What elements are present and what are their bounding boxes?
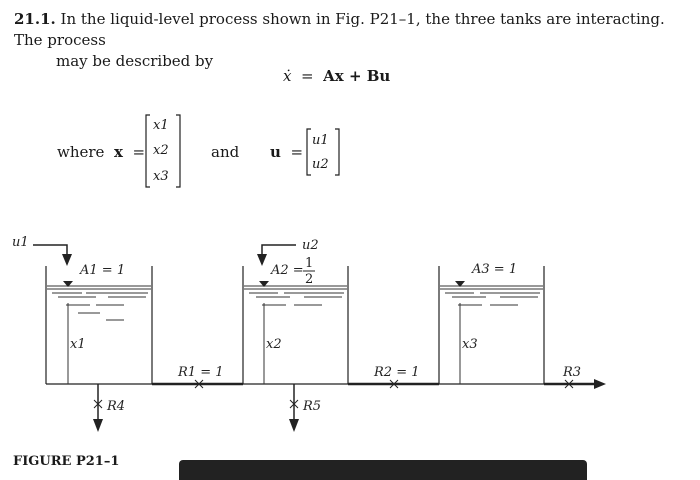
inflow-pipe-u1 [33, 245, 67, 256]
problem-number: 21.1. [14, 10, 56, 28]
and-label: and [211, 143, 240, 161]
inflow-pipe-u2 [262, 245, 296, 256]
label-a2-numerator: 1 [305, 256, 314, 271]
problem-text-line2: may be described by [56, 52, 214, 70]
u-vector-entry-2: u2 [312, 157, 329, 172]
equation-rhs: Ax + Bu [323, 67, 391, 85]
xdot-symbol: ẋ [283, 67, 292, 85]
inflow-arrow-u2 [257, 254, 267, 266]
tank-3-walls [439, 266, 544, 384]
label-u2: u2 [302, 238, 319, 253]
label-r5: R5 [303, 399, 322, 414]
problem-text-line1: In the liquid-level process shown in Fig. P21–1, the three tanks are interacting. The process [14, 10, 665, 49]
label-u1: u1 [12, 235, 29, 250]
tank-2-walls [243, 266, 348, 384]
label-r3: R3 [563, 365, 582, 380]
x-bracket-right [176, 115, 180, 187]
label-a1: A1 = 1 [80, 263, 126, 278]
x-vector-entry-2: x2 [153, 143, 169, 158]
label-r1: R1 = 1 [178, 365, 224, 380]
u-bracket-right [335, 129, 339, 175]
label-x1: x1 [70, 337, 86, 352]
u-vector-entry-1: u1 [312, 133, 329, 148]
outflow-arrow-r3 [594, 379, 606, 389]
u-equals: = [290, 143, 304, 161]
label-a2: A2 = [271, 263, 304, 278]
inflow-arrow-u1 [62, 254, 72, 266]
liquid-surface-3 [440, 286, 543, 384]
x-vector-entry-1: x1 [153, 118, 169, 133]
liquid-surface-1 [47, 286, 151, 384]
figure-caption: FIGURE P21–1 [13, 454, 120, 469]
where-label: where [57, 143, 105, 161]
label-x2: x2 [266, 337, 282, 352]
label-x3: x3 [462, 337, 478, 352]
u-vector-symbol: u [270, 143, 281, 161]
drain-arrow-r5 [289, 419, 299, 432]
drain-arrow-r4 [93, 419, 103, 432]
label-r2: R2 = 1 [374, 365, 420, 380]
liquid-surface-2 [244, 286, 347, 384]
viewer-toolbar[interactable] [179, 460, 587, 480]
label-a3: A3 = 1 [472, 262, 518, 277]
equals-sign: = [301, 67, 314, 85]
label-a2-denominator: 2 [305, 272, 314, 287]
x-vector-symbol: x [113, 143, 123, 161]
x-vector-entry-3: x3 [153, 169, 169, 184]
x-bracket-left [146, 115, 150, 187]
u-bracket-left [307, 129, 311, 175]
label-r4: R4 [107, 399, 126, 414]
tank-1-walls [46, 266, 152, 384]
x-equals: = [132, 143, 146, 161]
